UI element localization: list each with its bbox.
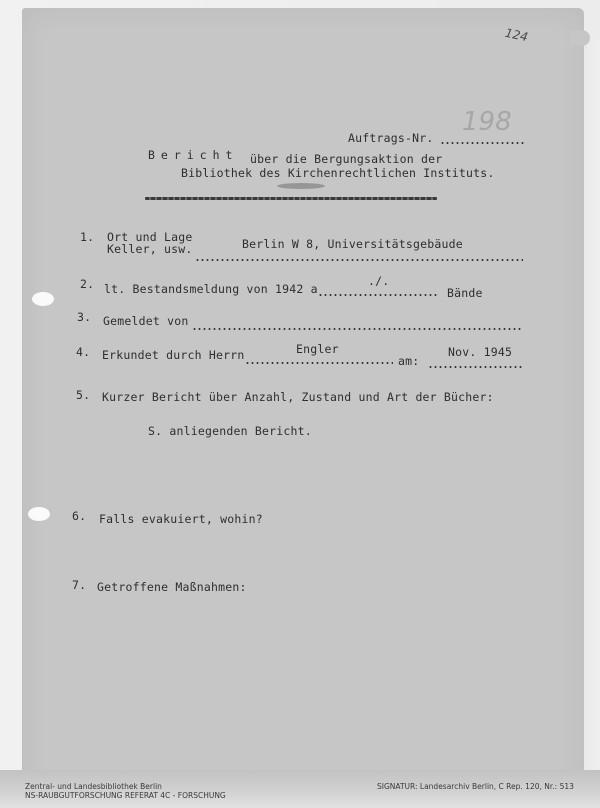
footer-department: NS-RAUBGUTFORSCHUNG REFERAT 4C - FORSCHUNG xyxy=(25,791,226,800)
document-title: über die Bergungsaktion der xyxy=(250,152,443,166)
handwritten-order-number: 198 xyxy=(462,107,512,137)
investigator-field xyxy=(245,362,393,364)
item-number: 2. xyxy=(80,277,95,291)
location-value: Berlin W 8, Universitätsgebäude xyxy=(242,237,463,251)
document-title-word: Bericht xyxy=(148,148,239,162)
date-value: Nov. 1945 xyxy=(448,345,513,359)
footer-signature: SIGNATUR: Landesarchiv Berlin, C Rep. 120, Nr.: 513 xyxy=(377,782,574,791)
inventory-suffix: Bände xyxy=(447,286,483,300)
handwritten-page-number: 124 xyxy=(503,25,530,45)
item-number: 7. xyxy=(72,578,87,592)
item-number: 4. xyxy=(76,345,91,359)
investigator-value: Engler xyxy=(296,342,339,356)
item-number: 3. xyxy=(77,310,92,324)
inventory-field xyxy=(318,294,438,296)
footer-left xyxy=(25,782,226,800)
item-label: Falls evakuiert, wohin? xyxy=(99,512,263,526)
document-subtitle: Bibliothek des Kirchenrechtlichen Instituts. xyxy=(181,166,495,180)
item-number: 5. xyxy=(76,388,91,402)
date-label: am: xyxy=(398,354,420,368)
item-label: Gemeldet von xyxy=(103,314,189,328)
date-field xyxy=(428,366,522,368)
report-value: S. anliegenden Bericht. xyxy=(148,424,312,438)
punch-hole xyxy=(32,292,54,306)
title-underline xyxy=(145,197,437,200)
item-number: 1. xyxy=(80,230,95,244)
punch-hole xyxy=(28,507,50,521)
item-label: Keller, usw. xyxy=(107,242,193,256)
item-label: Ort und Lage xyxy=(107,230,193,244)
order-number-label: Auftrags-Nr. xyxy=(348,131,434,145)
item-number: 6. xyxy=(72,509,87,523)
location-field xyxy=(195,259,523,261)
item-label: Getroffene Maßnahmen: xyxy=(97,580,247,594)
reported-by-field xyxy=(192,328,522,330)
item-label: Kurzer Bericht über Anzahl, Zustand und Art der Bücher: xyxy=(102,390,494,404)
ink-smudge xyxy=(277,183,325,189)
item-label: lt. Bestandsmeldung von 1942 a xyxy=(104,282,318,296)
footer-institution: Zentral- und Landesbibliothek Berlin xyxy=(25,782,162,791)
paper-corner xyxy=(570,30,590,46)
order-number-field xyxy=(440,142,526,144)
inventory-value: ./. xyxy=(368,274,390,288)
item-label: Erkundet durch Herrn xyxy=(102,348,245,362)
